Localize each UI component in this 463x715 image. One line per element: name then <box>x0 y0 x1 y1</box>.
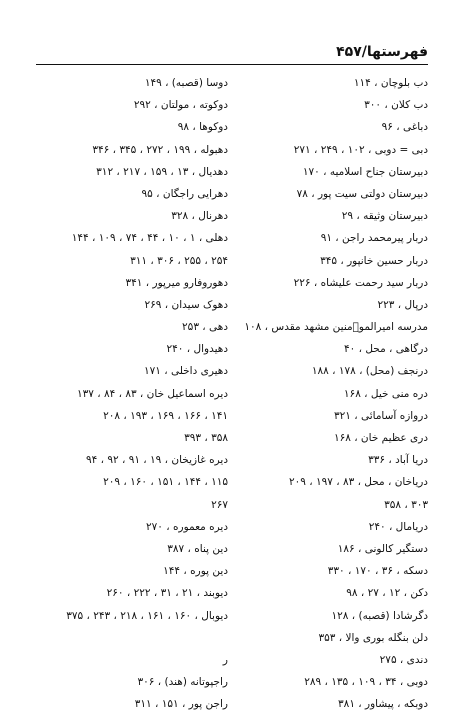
index-entry: ۲۶۷ <box>211 498 228 511</box>
index-entry: دوبی ، ۳۴ ، ۱۰۹ ، ۱۳۵ ، ۲۸۹ <box>304 676 428 689</box>
index-entry: دهیری داخلی ، ۱۷۱ <box>143 365 228 378</box>
index-entry: دهوک سیدان ، ۲۶۹ <box>144 298 228 311</box>
index-entry: دهوروفارو میرپور ، ۳۴۱ <box>125 276 228 289</box>
index-entry: مدرسه امیرالمو٘منین مشهد مقدس ، ۱۰۸ <box>244 321 428 334</box>
index-entry: دندی ، ۲۷۵ <box>379 653 428 666</box>
index-entry: دب کلان ، ۳۰۰ <box>364 99 428 112</box>
index-entry: دهی ، ۲۵۳ <box>182 321 228 334</box>
index-entry: دربار حسین خانپور ، ۳۴۵ <box>320 254 428 267</box>
index-entry: دیره غازیخان ، ۱۹ ، ۹۱ ، ۹۲ ، ۹۴ <box>85 454 228 467</box>
index-entry: دسکه ، ۳۶ ، ۱۷۰ ، ۳۳۰ <box>327 565 428 578</box>
index-entry: درنجف (محل) ، ۱۷۸ ، ۱۸۸ <box>311 365 428 378</box>
index-entry: دری عظیم خان ، ۱۶۸ <box>333 432 428 444</box>
index-entry: دره منی خیل ، ۱۶۸ <box>343 387 428 400</box>
index-entry: دیوبال ، ۱۶۰ ، ۱۶۱ ، ۲۱۸ ، ۲۴۳ ، ۳۷۵ <box>66 609 228 622</box>
index-column-right <box>234 72 428 715</box>
index-entry: دبیرستان وثیقه ، ۲۹ <box>341 210 428 223</box>
index-entry: دریامال ، ۲۴۰ <box>368 520 428 533</box>
index-entry: دوکوها ، ۹۸ <box>177 121 228 134</box>
index-entry: دهرنال ، ۳۲۸ <box>171 210 228 223</box>
index-entry: دهبوله ، ۱۹۹ ، ۲۷۲ ، ۳۴۵ ، ۳۴۶ <box>92 143 228 156</box>
index-entry: درپال ، ۲۲۳ <box>377 298 428 311</box>
index-entry: دین پوره ، ۱۴۴ <box>163 565 228 578</box>
index-entry: دبی = دوبی ، ۱۰۲ ، ۲۴۹ ، ۲۷۱ <box>293 143 428 156</box>
index-entry: دروازه آسامائی ، ۳۲۱ <box>333 409 428 422</box>
index-entry: دیوبند ، ۲۱ ، ۳۱ ، ۲۲۲ ، ۲۶۰ <box>106 587 228 600</box>
index-entry: دربار سید رحمت علیشاه ، ۲۲۶ <box>293 276 428 289</box>
index-entry: دریا آباد ، ۳۳۶ <box>368 454 428 467</box>
index-entry: راجپوتانه (هند) ، ۳۰۶ <box>137 676 228 689</box>
index-entry: دهلی ، ۱ ، ۱۰ ، ۴۴ ، ۷۴ ، ۱۰۹ ، ۱۴۴ <box>71 232 228 245</box>
index-column-left <box>36 72 228 715</box>
index-entry: دهدیال ، ۱۳ ، ۱۵۹ ، ۲۱۷ ، ۳۱۲ <box>96 165 228 178</box>
index-entry: دوسا (قصبه) ، ۱۴۹ <box>144 77 228 89</box>
index-entry: دب بلوچان ، ۱۱۴ <box>353 77 428 89</box>
index-entry: دهیدوال ، ۲۴۰ <box>166 343 228 356</box>
page-header: فهرستها/۴۵۷ <box>336 44 428 60</box>
index-entry: دیره معموره ، ۲۷۰ <box>146 520 228 533</box>
index-entry: راجن پور ، ۱۵۱ ، ۳۱۱ <box>134 698 228 711</box>
index-entry: دین پناه ، ۳۸۷ <box>167 542 228 555</box>
index-entry: ۱۴۱ ، ۱۶۶ ، ۱۶۹ ، ۱۹۳ ، ۲۰۸ <box>103 409 228 422</box>
index-entry: دهرایی راجگان ، ۹۵ <box>141 187 228 200</box>
index-entry: دلن بنگله بوری والا ، ۳۵۳ <box>318 631 428 644</box>
index-entry: ۲۵۴ ، ۲۵۵ ، ۳۰۶ ، ۳۱۱ <box>130 254 228 267</box>
header-rule <box>36 64 428 65</box>
index-entry: ر <box>222 653 228 666</box>
index-entry: دوبکه ، پیشاور ، ۳۸۱ <box>338 698 428 711</box>
index-entry: دربار پیرمحمد راجن ، ۹۱ <box>320 232 428 245</box>
index-entry: دریاخان ، محل ، ۸۳ ، ۱۹۷ ، ۲۰۹ <box>288 476 428 489</box>
index-entry: ۱۱۵ ، ۱۴۴ ، ۱۵۱ ، ۱۶۰ ، ۲۰۹ <box>103 476 228 489</box>
index-entry: دگرشادا (قصبه) ، ۱۲۸ <box>331 609 428 622</box>
index-entry: دکن ، ۱۲ ، ۲۷ ، ۹۸ <box>346 587 428 600</box>
index-entry: ۳۵۸ ، ۳۹۳ <box>184 432 228 444</box>
index-entry: درگاهی ، محل ، ۴۰ <box>344 343 428 356</box>
index-entry: دوکوته ، مولتان ، ۲۹۲ <box>133 99 228 112</box>
index-entry: دستگیر کالونی ، ۱۸۶ <box>337 542 428 555</box>
index-entry: ۳۰۳ ، ۳۵۸ <box>384 498 428 511</box>
index-entry: دبیرستان جناح اسلامیه ، ۱۷۰ <box>302 165 428 178</box>
index-entry: دباغی ، ۹۶ <box>381 121 428 134</box>
index-entry: دیره اسماعیل خان ، ۸۳ ، ۸۴ ، ۱۳۷ <box>76 387 228 400</box>
index-entry <box>36 627 228 649</box>
index-entry: دبیرستان دولتی سیت پور ، ۷۸ <box>296 187 428 200</box>
